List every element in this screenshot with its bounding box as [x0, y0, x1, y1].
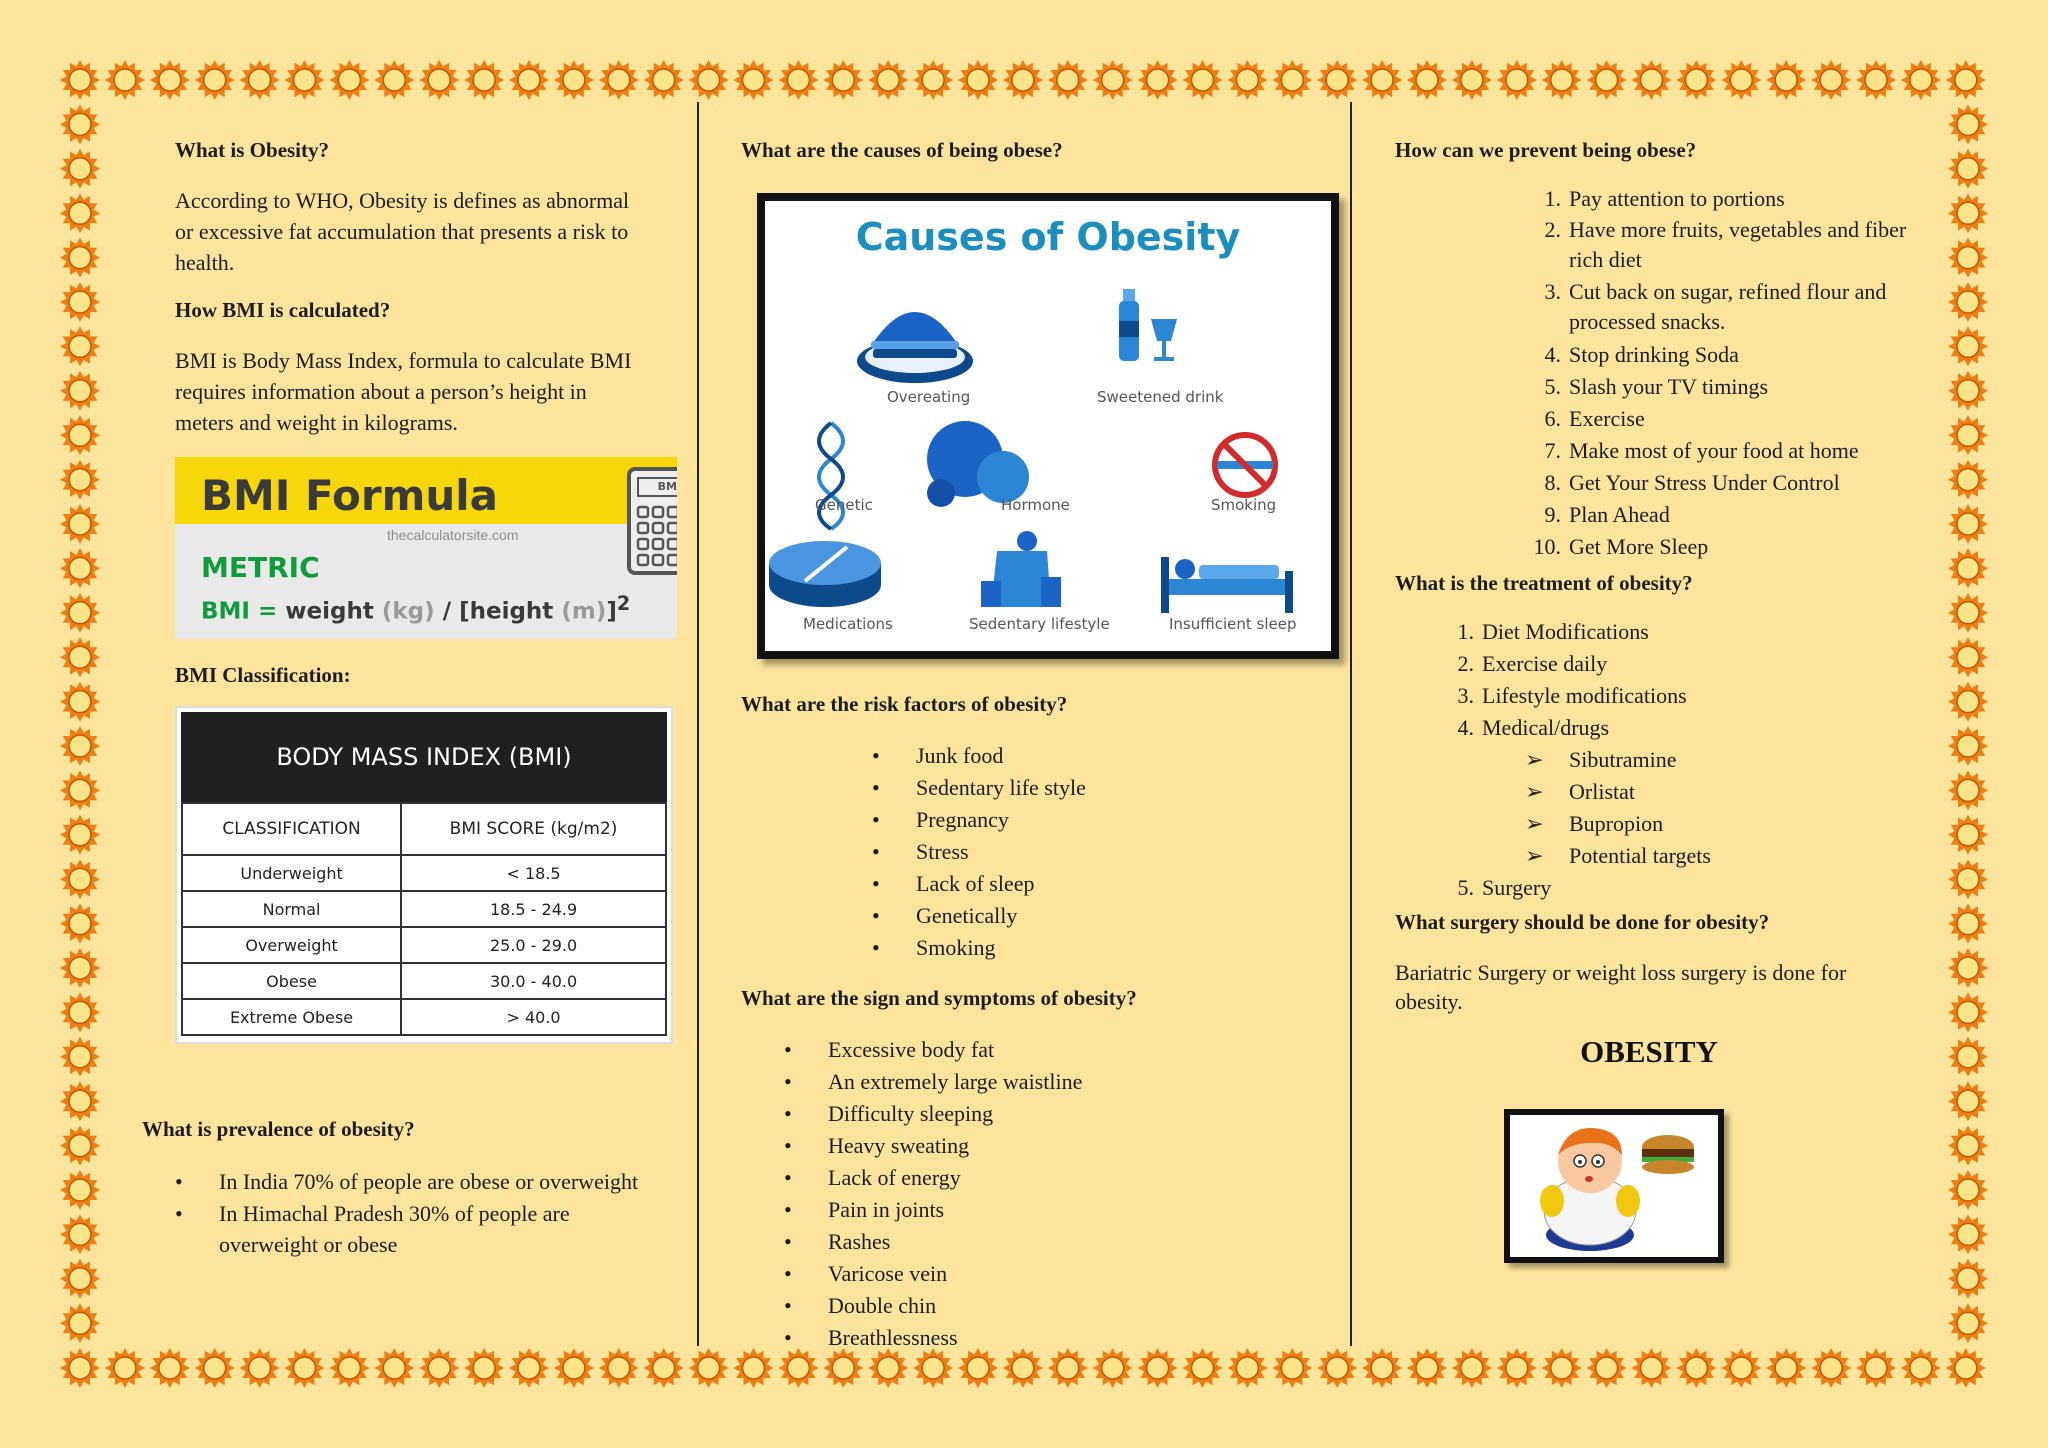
- sun-ornament-icon: [1721, 60, 1761, 100]
- sun-ornament-icon: [1362, 60, 1402, 100]
- list-item: • Lack of sleep: [916, 868, 1086, 900]
- sun-ornament-icon: [1948, 104, 1988, 144]
- sun-ornament-icon: [60, 1303, 100, 1343]
- heading-prevalence: What is prevalence of obesity?: [142, 1117, 415, 1141]
- heading-bmi-calculation: How BMI is calculated?: [175, 298, 391, 322]
- sun-ornament-icon: [60, 815, 100, 855]
- sun-ornament-icon: [1948, 1081, 1988, 1121]
- sun-ornament-icon: [60, 1126, 100, 1166]
- sun-ornament-icon: [1272, 60, 1312, 100]
- sun-ornament-icon: [1948, 637, 1988, 677]
- formula-equation: BMI = weight (kg) / [height (m)]$^2$: [201, 592, 631, 625]
- sun-ornament-icon: [1948, 1303, 1988, 1343]
- sun-ornament-icon: [60, 770, 100, 810]
- heading-prevention: How can we prevent being obese?: [1395, 138, 1697, 162]
- list-item: • Sedentary life style: [916, 772, 1086, 804]
- sun-ornament-icon: [689, 1348, 729, 1388]
- sun-ornament-icon: [1183, 60, 1223, 100]
- sun-ornament-icon: [60, 548, 100, 588]
- table-cell-score: 25.0 - 29.0: [401, 927, 666, 963]
- sun-ornament-icon: [1497, 60, 1537, 100]
- sun-ornament-icon: [1948, 193, 1988, 233]
- list-item: • Genetically: [916, 900, 1086, 932]
- sun-ornament-icon: [60, 1170, 100, 1210]
- sun-ornament-icon: [1948, 726, 1988, 766]
- what-is-obesity-text: According to WHO, Obesity is defines as abnormal or excessive fat accumulation that presents a risk to health.: [175, 188, 630, 275]
- sun-ornament-icon: [1948, 415, 1988, 455]
- sun-ornament-icon: [1948, 548, 1988, 588]
- panel-left: [102, 102, 697, 1346]
- sun-ornament-icon: [734, 60, 774, 100]
- bmi-formula-image: [175, 457, 677, 639]
- sun-ornament-icon: [1003, 1348, 1043, 1388]
- sun-ornament-icon: [1183, 1348, 1223, 1388]
- list-item: 8. Get Your Stress Under Control: [1544, 470, 1840, 495]
- decorative-border-top: [58, 58, 1990, 102]
- symptom-list: [828, 1034, 1082, 1354]
- sun-ornament-icon: [689, 60, 729, 100]
- cause-label: Smoking: [1211, 496, 1277, 514]
- table-cell-classification: Normal: [182, 891, 401, 927]
- sun-ornament-icon: [374, 60, 414, 100]
- list-item: 1. Pay attention to portions: [1544, 186, 1785, 211]
- list-item: 2. Have more fruits, vegetables and fiber rich diet: [1544, 217, 1907, 272]
- list-item: ➢ Orlistat: [1569, 776, 1711, 808]
- heading-bmi-classification: BMI Classification:: [175, 663, 351, 687]
- list-item: 9. Plan Ahead: [1544, 502, 1670, 527]
- heading-what-is-obesity: What is Obesity?: [175, 138, 330, 162]
- sun-ornament-icon: [329, 1348, 369, 1388]
- heading-signs-symptoms: What are the sign and symptoms of obesity?: [741, 986, 1137, 1010]
- treatment-list: [1457, 616, 1922, 744]
- sun-ornament-icon: [1856, 1348, 1896, 1388]
- prevalence-list: [219, 1166, 659, 1260]
- table-cell-classification: Underweight: [182, 855, 401, 891]
- sun-ornament-icon: [1948, 682, 1988, 722]
- sun-ornament-icon: [1948, 770, 1988, 810]
- list-item: • Excessive body fat: [828, 1034, 1082, 1066]
- sun-ornament-icon: [1632, 1348, 1672, 1388]
- obese-boy-illustration: [1504, 1109, 1724, 1263]
- sun-ornament-icon: [60, 504, 100, 544]
- decorative-border-left: [58, 58, 102, 1390]
- sun-ornament-icon: [1362, 1348, 1402, 1388]
- medication-icon: [769, 541, 881, 607]
- list-item: • Breathlessness: [828, 1322, 1082, 1354]
- sun-ornament-icon: [778, 1348, 818, 1388]
- list-item: ➢ Sibutramine: [1569, 744, 1711, 776]
- decorative-border-right: [1946, 58, 1990, 1390]
- cause-label: Sedentary lifestyle: [969, 615, 1110, 633]
- cause-label: Insufficient sleep: [1169, 615, 1297, 633]
- sun-ornament-icon: [913, 1348, 953, 1388]
- sun-ornament-icon: [1948, 1259, 1988, 1299]
- sun-ornament-icon: [419, 60, 459, 100]
- sun-ornament-icon: [1542, 60, 1582, 100]
- heading-causes: What are the causes of being obese?: [741, 138, 1063, 162]
- sun-ornament-icon: [1587, 1348, 1627, 1388]
- sun-ornament-icon: [60, 238, 100, 278]
- sun-ornament-icon: [1497, 1348, 1537, 1388]
- sun-ornament-icon: [868, 1348, 908, 1388]
- list-item: • Difficulty sleeping: [828, 1098, 1082, 1130]
- sun-ornament-icon: [1948, 593, 1988, 633]
- list-item: 4. Medical/drugs: [1457, 715, 1610, 740]
- table-cell-score: 18.5 - 24.9: [401, 891, 666, 927]
- heading-risk-factors: What are the risk factors of obesity?: [741, 692, 1068, 716]
- list-item: • In India 70% of people are obese or overweight: [219, 1166, 659, 1197]
- burger-icon: [857, 312, 973, 383]
- list-item: 7. Make most of your food at home: [1544, 438, 1859, 463]
- sun-ornament-icon: [1948, 815, 1988, 855]
- sun-ornament-icon: [1948, 326, 1988, 366]
- list-item: 1. Diet Modifications: [1457, 619, 1649, 644]
- prevention-list: [1533, 183, 1944, 563]
- sun-ornament-icon: [60, 904, 100, 944]
- sun-ornament-icon: [1542, 1348, 1582, 1388]
- list-item: 4. Stop drinking Soda: [1544, 342, 1739, 367]
- sun-ornament-icon: [509, 1348, 549, 1388]
- table-row: [182, 891, 666, 927]
- sun-ornament-icon: [1948, 859, 1988, 899]
- sun-ornament-icon: [1138, 60, 1178, 100]
- table-row: [182, 855, 666, 891]
- list-item: 5. Slash your TV timings: [1544, 374, 1769, 399]
- calculator-icon: BM: [627, 467, 677, 575]
- list-item: • Heavy sweating: [828, 1130, 1082, 1162]
- table-cell-classification: Extreme Obese: [182, 999, 401, 1035]
- sun-ornament-icon: [1766, 60, 1806, 100]
- sun-ornament-icon: [329, 60, 369, 100]
- table-cell-classification: Obese: [182, 963, 401, 999]
- sun-ornament-icon: [644, 1348, 684, 1388]
- sun-ornament-icon: [1407, 60, 1447, 100]
- sun-ornament-icon: [1721, 1348, 1761, 1388]
- sun-ornament-icon: [285, 1348, 325, 1388]
- table-cell-score: < 18.5: [401, 855, 666, 891]
- list-item: • Stress: [916, 836, 1086, 868]
- sun-ornament-icon: [913, 60, 953, 100]
- sun-ornament-icon: [509, 60, 549, 100]
- sun-ornament-icon: [419, 1348, 459, 1388]
- sun-ornament-icon: [823, 60, 863, 100]
- sun-ornament-icon: [464, 60, 504, 100]
- sun-ornament-icon: [1901, 1348, 1941, 1388]
- insufficient-sleep-icon: [1161, 557, 1293, 613]
- treatment-list-continued: [1457, 872, 1552, 904]
- brochure-title: OBESITY: [1580, 1034, 1718, 1069]
- list-item: • Rashes: [828, 1226, 1082, 1258]
- sun-ornament-icon: [1901, 60, 1941, 100]
- sun-ornament-icon: [60, 460, 100, 500]
- sun-ornament-icon: [1407, 1348, 1447, 1388]
- bmi-classification-table: [175, 706, 673, 1044]
- sun-ornament-icon: [240, 60, 280, 100]
- no-smoking-icon: [1215, 435, 1275, 495]
- table-row: [182, 999, 666, 1035]
- sun-ornament-icon: [1227, 60, 1267, 100]
- bmi-calculation-text: BMI is Body Mass Index, formula to calculate BMI requires information about a person’s height in meters and weight in kilograms.: [175, 348, 632, 435]
- sun-ornament-icon: [599, 60, 639, 100]
- sun-ornament-icon: [1856, 60, 1896, 100]
- sun-ornament-icon: [150, 1348, 190, 1388]
- sun-ornament-icon: [60, 859, 100, 899]
- sun-ornament-icon: [1948, 992, 1988, 1032]
- sun-ornament-icon: [1811, 1348, 1851, 1388]
- list-item: 2. Exercise daily: [1457, 651, 1608, 676]
- formula-title: BMI Formula: [201, 471, 499, 520]
- causes-image-title: Causes of Obesity: [855, 215, 1241, 259]
- cause-label: Overeating: [887, 388, 971, 406]
- sun-ornament-icon: [464, 1348, 504, 1388]
- sun-ornament-icon: [60, 1081, 100, 1121]
- sedentary-lifestyle-icon: [981, 531, 1061, 607]
- list-item: • Smoking: [916, 932, 1086, 964]
- cause-label: Medications: [803, 615, 893, 633]
- sun-ornament-icon: [60, 193, 100, 233]
- list-item: 3. Lifestyle modifications: [1457, 683, 1687, 708]
- list-item: • Double chin: [828, 1290, 1082, 1322]
- sun-ornament-icon: [60, 948, 100, 988]
- sun-ornament-icon: [1093, 60, 1133, 100]
- list-item: 6. Exercise: [1544, 406, 1645, 431]
- sun-ornament-icon: [1317, 1348, 1357, 1388]
- sweetened-drink-icon: [1119, 289, 1177, 361]
- sun-ornament-icon: [1676, 1348, 1716, 1388]
- sun-ornament-icon: [60, 149, 100, 189]
- sun-ornament-icon: [868, 60, 908, 100]
- sun-ornament-icon: [1948, 460, 1988, 500]
- sun-ornament-icon: [1766, 1348, 1806, 1388]
- list-item: ➢ Potential targets: [1569, 840, 1711, 872]
- sun-ornament-icon: [644, 60, 684, 100]
- sun-ornament-icon: [1948, 1170, 1988, 1210]
- sun-ornament-icon: [60, 415, 100, 455]
- table-row: [182, 927, 666, 963]
- table-cell-score: > 40.0: [401, 999, 666, 1035]
- list-item: • Junk food: [916, 740, 1086, 772]
- sun-ornament-icon: [1093, 1348, 1133, 1388]
- list-item: • An extremely large waistline: [828, 1066, 1082, 1098]
- sun-ornament-icon: [1948, 504, 1988, 544]
- cause-label: Hormone: [1001, 496, 1070, 514]
- sun-ornament-icon: [599, 1348, 639, 1388]
- panel-right: [1352, 102, 1946, 1346]
- table-header: BMI SCORE (kg/m2): [401, 803, 666, 855]
- causes-of-obesity-image: [757, 193, 1339, 659]
- sun-ornament-icon: [60, 1037, 100, 1077]
- sun-ornament-icon: [778, 60, 818, 100]
- list-item: • Pregnancy: [916, 804, 1086, 836]
- sun-ornament-icon: [734, 1348, 774, 1388]
- sun-ornament-icon: [1048, 60, 1088, 100]
- sun-ornament-icon: [1676, 60, 1716, 100]
- sun-ornament-icon: [1317, 60, 1357, 100]
- list-item: 3. Cut back on sugar, refined flour and processed snacks.: [1544, 279, 1887, 334]
- sun-ornament-icon: [60, 1214, 100, 1254]
- sun-ornament-icon: [1811, 60, 1851, 100]
- table-header: CLASSIFICATION: [182, 803, 401, 855]
- surgery-text: Bariatric Surgery or weight loss surgery is done for obesity.: [1395, 960, 1847, 1014]
- heading-surgery: What surgery should be done for obesity?: [1395, 910, 1770, 934]
- sun-ornament-icon: [60, 992, 100, 1032]
- sun-ornament-icon: [1948, 1037, 1988, 1077]
- list-item: • Lack of energy: [828, 1162, 1082, 1194]
- sun-ornament-icon: [554, 60, 594, 100]
- cause-label: Sweetened drink: [1097, 388, 1224, 406]
- sun-ornament-icon: [374, 1348, 414, 1388]
- sun-ornament-icon: [60, 1259, 100, 1299]
- sun-ornament-icon: [1948, 371, 1988, 411]
- table-cell-classification: Overweight: [182, 927, 401, 963]
- sun-ornament-icon: [1227, 1348, 1267, 1388]
- sun-ornament-icon: [105, 60, 145, 100]
- sun-ornament-icon: [150, 60, 190, 100]
- sun-ornament-icon: [1948, 149, 1988, 189]
- list-item: ➢ Bupropion: [1569, 808, 1711, 840]
- sun-ornament-icon: [554, 1348, 594, 1388]
- sun-ornament-icon: [1452, 60, 1492, 100]
- sun-ornament-icon: [60, 682, 100, 722]
- risk-factor-list: [916, 740, 1086, 964]
- formula-site: thecalculatorsite.com: [387, 527, 519, 543]
- sun-ornament-icon: [60, 104, 100, 144]
- sun-ornament-icon: [60, 726, 100, 766]
- sun-ornament-icon: [1948, 948, 1988, 988]
- sun-ornament-icon: [195, 1348, 235, 1388]
- sun-ornament-icon: [60, 326, 100, 366]
- list-item: • In Himachal Pradesh 30% of people are overweight or obese: [219, 1198, 659, 1260]
- sun-ornament-icon: [240, 1348, 280, 1388]
- panel-middle: [699, 102, 1350, 1350]
- sun-ornament-icon: [1452, 1348, 1492, 1388]
- sun-ornament-icon: [60, 371, 100, 411]
- hormone-icon: [927, 421, 1029, 507]
- list-item: 5. Surgery: [1457, 875, 1552, 900]
- sun-ornament-icon: [823, 1348, 863, 1388]
- heading-treatment: What is the treatment of obesity?: [1395, 571, 1693, 595]
- sun-ornament-icon: [1948, 1214, 1988, 1254]
- table-title: BODY MASS INDEX (BMI): [181, 712, 667, 802]
- drug-list: [1569, 744, 1711, 872]
- sun-ornament-icon: [1632, 60, 1672, 100]
- sun-ornament-icon: [105, 1348, 145, 1388]
- sun-ornament-icon: [1138, 1348, 1178, 1388]
- list-item: • Varicose vein: [828, 1258, 1082, 1290]
- sun-ornament-icon: [285, 60, 325, 100]
- sun-ornament-icon: [1272, 1348, 1312, 1388]
- sun-ornament-icon: [1948, 238, 1988, 278]
- sun-ornament-icon: [60, 282, 100, 322]
- sun-ornament-icon: [1048, 1348, 1088, 1388]
- causes-illustrations: [765, 201, 1331, 651]
- sun-ornament-icon: [958, 1348, 998, 1388]
- cause-label: Genetic: [815, 496, 873, 514]
- sun-ornament-icon: [1948, 282, 1988, 322]
- sun-ornament-icon: [60, 637, 100, 677]
- table-row: [182, 963, 666, 999]
- sun-ornament-icon: [1003, 60, 1043, 100]
- table-cell-score: 30.0 - 40.0: [401, 963, 666, 999]
- formula-metric-label: METRIC: [201, 551, 320, 584]
- list-item: • Pain in joints: [828, 1194, 1082, 1226]
- sun-ornament-icon: [958, 60, 998, 100]
- sun-ornament-icon: [195, 60, 235, 100]
- sun-ornament-icon: [1948, 1126, 1988, 1166]
- list-item: 10. Get More Sleep: [1533, 534, 1709, 559]
- sun-ornament-icon: [1948, 904, 1988, 944]
- sun-ornament-icon: [60, 593, 100, 633]
- sun-ornament-icon: [1587, 60, 1627, 100]
